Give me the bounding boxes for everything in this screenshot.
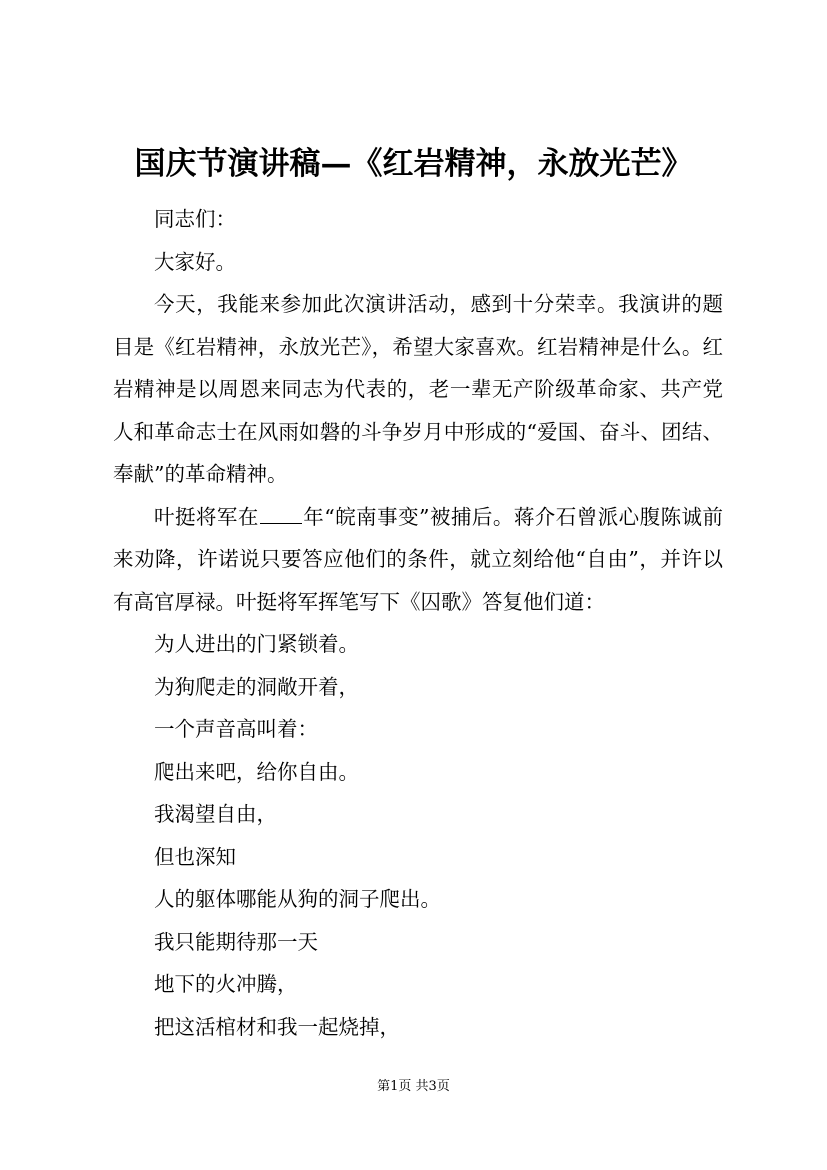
salutation: 同志们： [154,207,236,231]
paragraph-2-before-blank: 叶挺将军在 [154,504,259,529]
greeting: 大家好。 [154,249,236,274]
paragraph-2-after-blank: 年“皖南事变”被捕后。蒋介石曾派心腹陈诚前来劝降，许诺说只要答应他们的条件，就立刻给他“自由”，并许以有高官厚禄。叶挺将军挥笔写下《囚歌》答复他们道： [113,504,724,614]
paragraph-1: 今天，我能来参加此次演讲活动，感到十分荣幸。我演讲的题目是《红岩精神，永放光芒》，希望大家喜欢。红岩精神是什么。红岩精神是以周恩来同志为代表的，老一辈无产阶级革命家、共产党人和革命志士在风雨如磐的斗争岁月中形成的“爱国、奋斗、团结、奉献”的革命精神。 [113,292,723,486]
paragraph-2 [113,496,723,624]
poem-line: 但也深知 [154,844,236,869]
poem-line: 地下的火冲腾， [154,972,298,996]
page-footer: 第1页 共3页 [377,1079,450,1094]
poem-line: 我渴望自由， [154,802,277,826]
poem-line: 把这活棺材和我一起烧掉， [154,1014,400,1039]
document-title: 国庆节演讲稿—《红岩精神，永放光芒》 [134,146,693,182]
poem-line: 为狗爬走的洞敞开着， [154,674,359,699]
poem-line: 人的躯体哪能从狗的洞子爬出。 [154,887,441,911]
poem-line: 爬出来吧，给你自由。 [154,759,359,784]
poem-line: 为人进出的门紧锁着。 [154,632,359,656]
poem-line: 一个声音高叫着： [154,717,318,741]
fill-in-blank [260,505,302,524]
poem-line: 我只能期待那一天 [154,929,318,954]
document-body [113,198,723,1048]
